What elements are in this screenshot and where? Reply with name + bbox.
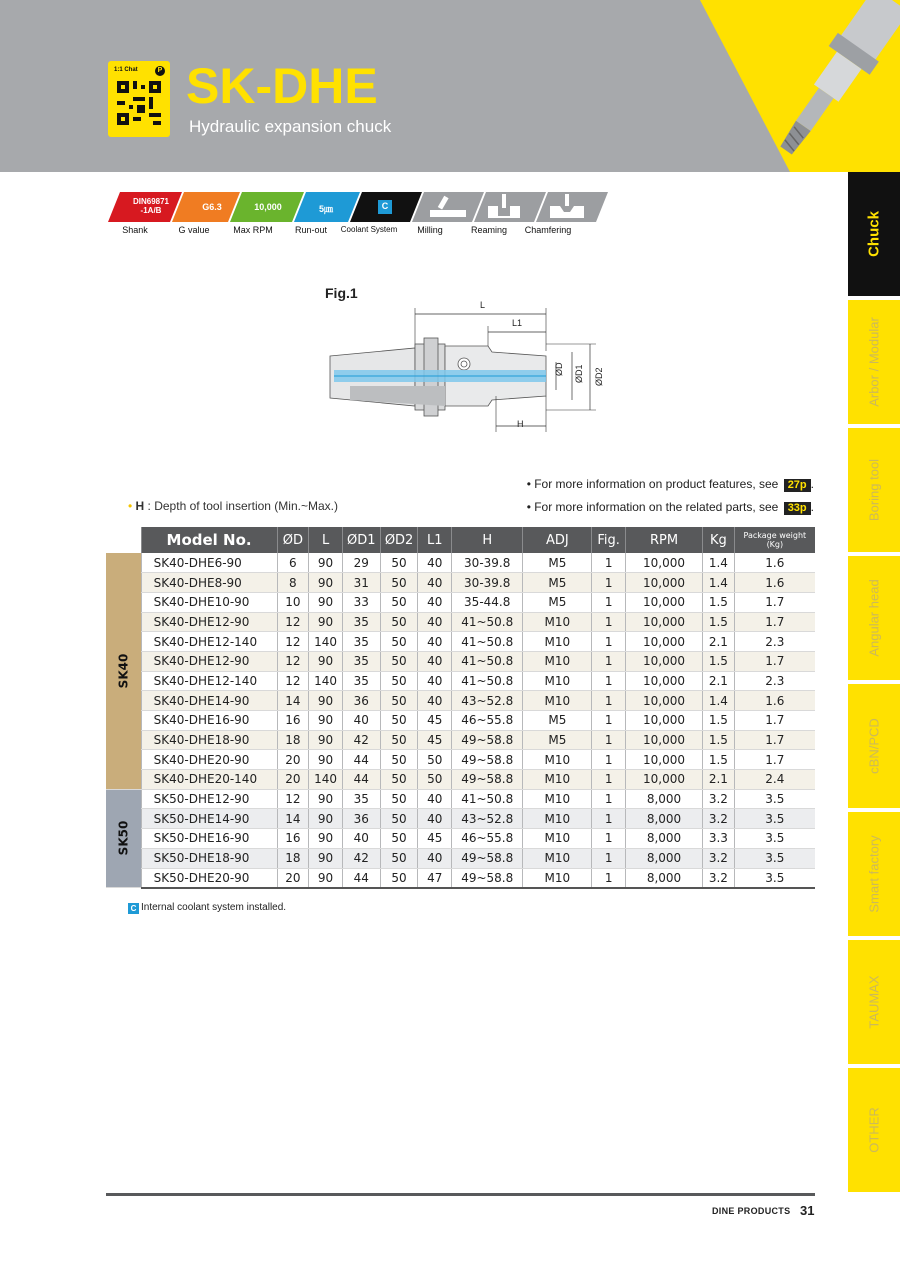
model-cell: SK40-DHE18-90	[141, 730, 277, 750]
table-cell: 8	[277, 573, 309, 593]
table-cell: 90	[309, 711, 343, 731]
table-row	[106, 573, 815, 593]
table-cell: 10	[277, 592, 309, 612]
table-row	[106, 789, 815, 809]
table-cell: M5	[523, 573, 592, 593]
table-cell: 49~58.8	[451, 750, 522, 770]
table-cell: 2.1	[703, 770, 735, 790]
table-row	[106, 651, 815, 671]
table-cell: 20	[277, 868, 309, 888]
table-cell: 31	[342, 573, 380, 593]
table-cell: M5	[523, 730, 592, 750]
header-adj: ADJ	[523, 527, 592, 553]
model-cell: SK50-DHE14-90	[141, 809, 277, 829]
figure-label: Fig.1	[325, 285, 358, 301]
table-cell: 50	[380, 809, 418, 829]
g-value-value: G6.3	[202, 202, 222, 212]
table-cell: 20	[277, 770, 309, 790]
table-cell: 1	[592, 789, 626, 809]
table-cell: 10,000	[625, 730, 702, 750]
table-cell: M10	[523, 829, 592, 849]
coolant-icon: C	[128, 903, 139, 914]
table-cell: 50	[380, 671, 418, 691]
table-cell: M10	[523, 848, 592, 868]
model-cell: SK40-DHE12-90	[141, 651, 277, 671]
table-cell: 90	[309, 789, 343, 809]
header-rpm: RPM	[625, 527, 702, 553]
header-model: Model No.	[141, 527, 277, 553]
table-cell: 1	[592, 612, 626, 632]
table-cell: M10	[523, 789, 592, 809]
table-cell: 2.3	[734, 671, 815, 691]
table-cell: 41~50.8	[451, 632, 522, 652]
related-note: • For more information on the related parts, see 33p .	[526, 500, 814, 514]
table-cell: M10	[523, 691, 592, 711]
table-cell: 40	[418, 592, 452, 612]
table-cell: 40	[418, 809, 452, 829]
table-cell: 10,000	[625, 711, 702, 731]
table-cell: 10,000	[625, 612, 702, 632]
dim-H: H	[517, 419, 524, 429]
table-cell: 50	[380, 592, 418, 612]
model-cell: SK40-DHE12-140	[141, 671, 277, 691]
tab-arbor-modular[interactable]: Arbor / Modular	[848, 300, 900, 424]
table-cell: M10	[523, 750, 592, 770]
tab-smart-factory[interactable]: Smart factory	[848, 812, 900, 936]
table-cell: 90	[309, 573, 343, 593]
dim-L1: L1	[512, 318, 523, 328]
table-cell: 50	[418, 750, 452, 770]
table-cell: 18	[277, 730, 309, 750]
table-cell: 1	[592, 809, 626, 829]
table-cell: 44	[342, 770, 380, 790]
max-rpm-caption: Max RPM	[233, 225, 273, 235]
table-cell: 43~52.8	[451, 809, 522, 829]
table-cell: 10,000	[625, 651, 702, 671]
table-cell: 3.5	[734, 848, 815, 868]
table-cell: 1.5	[703, 750, 735, 770]
table-cell: 50	[380, 829, 418, 849]
table-cell: 14	[277, 691, 309, 711]
page-header	[0, 0, 900, 172]
table-cell: 41~50.8	[451, 789, 522, 809]
table-cell: 50	[380, 651, 418, 671]
table-cell: 44	[342, 750, 380, 770]
table-cell: 90	[309, 809, 343, 829]
table-cell: 8,000	[625, 789, 702, 809]
header-d1: ØD1	[342, 527, 380, 553]
model-cell: SK40-DHE16-90	[141, 711, 277, 731]
table-cell: 14	[277, 809, 309, 829]
footer-divider	[106, 1193, 815, 1196]
table-cell: 50	[380, 789, 418, 809]
table-cell: 50	[380, 868, 418, 888]
table-cell: 42	[342, 848, 380, 868]
table-cell: 40	[418, 573, 452, 593]
table-cell: 1.4	[703, 553, 735, 573]
tab-boring-tool[interactable]: Boring tool	[848, 428, 900, 552]
qr-chat-box[interactable]	[108, 61, 170, 137]
tab-cbn-pcd[interactable]: cBN/PCD	[848, 684, 900, 808]
table-cell: 40	[418, 671, 452, 691]
table-cell: 8,000	[625, 848, 702, 868]
table-cell: 40	[418, 789, 452, 809]
table-cell: 1	[592, 651, 626, 671]
table-cell: 40	[342, 711, 380, 731]
table-cell: 10,000	[625, 691, 702, 711]
table-cell: 45	[418, 730, 452, 750]
header-h: H	[451, 527, 522, 553]
model-cell: SK40-DHE14-90	[141, 691, 277, 711]
table-cell: 140	[309, 632, 343, 652]
table-cell: 3.5	[734, 789, 815, 809]
table-cell: 1.6	[734, 691, 815, 711]
shank-caption: Shank	[122, 225, 148, 235]
table-cell: 50	[418, 770, 452, 790]
table-cell: 3.3	[703, 829, 735, 849]
table-cell: 8,000	[625, 809, 702, 829]
dim-D1: ØD1	[574, 364, 584, 383]
table-row	[106, 829, 815, 849]
table-row	[106, 671, 815, 691]
table-cell: 50	[380, 573, 418, 593]
table-cell: 16	[277, 829, 309, 849]
table-cell: 10,000	[625, 770, 702, 790]
header-fig: Fig.	[592, 527, 626, 553]
table-cell: 1.5	[703, 711, 735, 731]
reaming-caption: Reaming	[470, 225, 508, 235]
table-cell: M10	[523, 770, 592, 790]
table-cell: 3.2	[703, 868, 735, 888]
table-cell: 40	[418, 632, 452, 652]
qr-code-icon	[117, 81, 161, 125]
table-cell: 90	[309, 691, 343, 711]
table-cell: 50	[380, 691, 418, 711]
table-cell: 1	[592, 750, 626, 770]
table-cell: 49~58.8	[451, 730, 522, 750]
table-row	[106, 809, 815, 829]
table-cell: 1	[592, 868, 626, 888]
run-out-caption: Run-out	[294, 225, 328, 235]
model-cell: SK40-DHE20-140	[141, 770, 277, 790]
table-cell: 3.2	[703, 789, 735, 809]
header-d: ØD	[277, 527, 309, 553]
kakao-icon: P	[155, 66, 165, 76]
model-cell: SK40-DHE12-90	[141, 612, 277, 632]
table-cell: 30-39.8	[451, 573, 522, 593]
related-page-link[interactable]: 33p	[784, 502, 811, 515]
table-cell: 2.3	[734, 632, 815, 652]
table-cell: 3.2	[703, 848, 735, 868]
table-cell: 35	[342, 651, 380, 671]
tab-other[interactable]: OTHER	[848, 1068, 900, 1192]
table-cell: 1	[592, 671, 626, 691]
category-side-tabs	[848, 172, 900, 1273]
table-cell: 50	[380, 770, 418, 790]
table-cell: 1.7	[734, 750, 815, 770]
table-cell: 1	[592, 573, 626, 593]
table-cell: 1.7	[734, 730, 815, 750]
table-cell: 1.7	[734, 651, 815, 671]
table-cell: M10	[523, 612, 592, 632]
table-cell: 90	[309, 829, 343, 849]
h-note: • H : Depth of tool insertion (Min.~Max.)	[128, 499, 338, 513]
table-cell: 2.1	[703, 632, 735, 652]
table-cell: 40	[418, 553, 452, 573]
table-cell: 18	[277, 848, 309, 868]
g-value-caption: G value	[178, 225, 210, 235]
table-cell: 8,000	[625, 829, 702, 849]
table-cell: 41~50.8	[451, 612, 522, 632]
table-cell: 40	[418, 651, 452, 671]
table-cell: 49~58.8	[451, 848, 522, 868]
table-cell: 1	[592, 711, 626, 731]
footer-brand: DINE PRODUCTS	[712, 1206, 791, 1216]
table-cell: 50	[380, 750, 418, 770]
table-cell: 50	[380, 730, 418, 750]
table-cell: 1.5	[703, 651, 735, 671]
tab-angular-head[interactable]: Angular head	[848, 556, 900, 680]
table-cell: 10,000	[625, 553, 702, 573]
page-number: 31	[800, 1203, 815, 1218]
table-cell: 1	[592, 553, 626, 573]
table-row	[106, 592, 815, 612]
table-cell: 45	[418, 711, 452, 731]
model-cell: SK40-DHE8-90	[141, 573, 277, 593]
shank-value: DIN69871 -1A/B	[132, 197, 170, 215]
table-cell: 35	[342, 789, 380, 809]
table-cell: 90	[309, 592, 343, 612]
group-label-0: SK40	[106, 553, 141, 789]
table-cell: 47	[418, 868, 452, 888]
table-cell: 12	[277, 632, 309, 652]
group-label-1: SK50	[106, 789, 141, 887]
table-row	[106, 750, 815, 770]
table-cell: 41~50.8	[451, 671, 522, 691]
table-cell: 1.6	[734, 553, 815, 573]
table-cell: 2.4	[734, 770, 815, 790]
table-cell: 50	[380, 632, 418, 652]
table-cell: 2.1	[703, 671, 735, 691]
table-cell: 35-44.8	[451, 592, 522, 612]
header-l1: L1	[418, 527, 452, 553]
table-cell: 45	[418, 829, 452, 849]
table-row	[106, 711, 815, 731]
dim-D2: ØD2	[594, 367, 604, 386]
chamfering-caption: Chamfering	[524, 225, 572, 235]
header-package-weight: Package weight (Kg)	[734, 527, 815, 553]
table-cell: 90	[309, 651, 343, 671]
table-cell: 33	[342, 592, 380, 612]
table-cell: 36	[342, 691, 380, 711]
table-cell: 40	[418, 848, 452, 868]
features-page-link[interactable]: 27p	[784, 479, 811, 492]
table-cell: 40	[418, 612, 452, 632]
coolant-caption: Coolant System	[340, 225, 398, 234]
table-cell: 40	[342, 829, 380, 849]
table-row	[106, 848, 815, 868]
table-cell: 35	[342, 632, 380, 652]
table-cell: 10,000	[625, 632, 702, 652]
coolant-letter: C	[381, 201, 389, 211]
table-cell: 1.5	[703, 730, 735, 750]
table-cell: 30-39.8	[451, 553, 522, 573]
table-cell: 12	[277, 651, 309, 671]
milling-badge	[412, 192, 484, 222]
table-cell: 140	[309, 671, 343, 691]
table-cell: 8,000	[625, 868, 702, 888]
table-cell: M10	[523, 809, 592, 829]
table-cell: 44	[342, 868, 380, 888]
table-cell: 3.2	[703, 809, 735, 829]
model-cell: SK40-DHE6-90	[141, 553, 277, 573]
table-cell: 42	[342, 730, 380, 750]
table-cell: 50	[380, 711, 418, 731]
table-cell: 90	[309, 750, 343, 770]
model-cell: SK40-DHE20-90	[141, 750, 277, 770]
page-title: SK-DHE	[186, 58, 378, 114]
spec-table	[106, 527, 815, 889]
table-cell: 10,000	[625, 671, 702, 691]
table-cell: 1.6	[734, 573, 815, 593]
table-row	[106, 770, 815, 790]
table-cell: 12	[277, 612, 309, 632]
table-cell: 90	[309, 612, 343, 632]
table-cell: M5	[523, 592, 592, 612]
table-cell: 50	[380, 848, 418, 868]
table-cell: 1.7	[734, 612, 815, 632]
table-body	[106, 553, 815, 888]
table-cell: 1	[592, 829, 626, 849]
table-cell: 6	[277, 553, 309, 573]
tab-taumax[interactable]: TAUMAX	[848, 940, 900, 1064]
table-cell: M10	[523, 651, 592, 671]
table-cell: 10,000	[625, 573, 702, 593]
model-cell: SK50-DHE12-90	[141, 789, 277, 809]
table-cell: 1	[592, 848, 626, 868]
table-cell: M10	[523, 632, 592, 652]
table-cell: 35	[342, 671, 380, 691]
product-photo	[660, 0, 900, 172]
table-cell: M5	[523, 553, 592, 573]
header-kg: Kg	[703, 527, 735, 553]
table-cell: 90	[309, 848, 343, 868]
table-cell: 90	[309, 553, 343, 573]
table-cell: 49~58.8	[451, 868, 522, 888]
features-note: • For more information on product features, see 27p .	[526, 477, 814, 491]
table-cell: 1	[592, 730, 626, 750]
table-cell: 12	[277, 789, 309, 809]
run-out-value: 5㎛	[318, 204, 333, 214]
table-cell: 3.5	[734, 809, 815, 829]
tab-chuck[interactable]: Chuck	[848, 172, 900, 296]
table-row	[106, 612, 815, 632]
spec-badges	[108, 192, 608, 222]
dim-L: L	[480, 300, 486, 310]
model-cell: SK50-DHE16-90	[141, 829, 277, 849]
table-cell: 10,000	[625, 592, 702, 612]
table-cell: 1.4	[703, 691, 735, 711]
table-cell: 50	[380, 612, 418, 632]
table-row	[106, 868, 815, 888]
page-subtitle: Hydraulic expansion chuck	[189, 117, 392, 136]
table-row	[106, 730, 815, 750]
table-cell: 1	[592, 592, 626, 612]
table-cell: 35	[342, 612, 380, 632]
coolant-footnote: C Internal coolant system installed.	[128, 902, 286, 914]
table-header-row	[106, 527, 815, 553]
table-cell: 90	[309, 730, 343, 750]
table-cell: 16	[277, 711, 309, 731]
table-cell: 36	[342, 809, 380, 829]
table-cell: 1	[592, 770, 626, 790]
table-cell: 90	[309, 868, 343, 888]
table-cell: M10	[523, 868, 592, 888]
table-cell: 1.4	[703, 573, 735, 593]
model-cell: SK50-DHE18-90	[141, 848, 277, 868]
group-header-blank	[106, 527, 141, 553]
table-cell: 46~55.8	[451, 829, 522, 849]
milling-caption: Milling	[417, 225, 443, 235]
spec-icon-bar	[108, 192, 608, 240]
header-l: L	[309, 527, 343, 553]
table-row	[106, 632, 815, 652]
table-cell: M10	[523, 671, 592, 691]
model-cell: SK40-DHE12-140	[141, 632, 277, 652]
table-cell: 20	[277, 750, 309, 770]
table-cell: 12	[277, 671, 309, 691]
table-cell: 1.7	[734, 592, 815, 612]
qr-chat-label: 1:1 Chat	[114, 67, 138, 73]
table-cell: 46~55.8	[451, 711, 522, 731]
table-cell: 3.5	[734, 868, 815, 888]
header-d2: ØD2	[380, 527, 418, 553]
table-cell: 1.5	[703, 612, 735, 632]
table-cell: 40	[418, 691, 452, 711]
table-cell: 3.5	[734, 829, 815, 849]
table-cell: 43~52.8	[451, 691, 522, 711]
max-rpm-value: 10,000	[254, 202, 282, 212]
model-cell: SK40-DHE10-90	[141, 592, 277, 612]
table-row	[106, 691, 815, 711]
table-cell: 140	[309, 770, 343, 790]
table-cell: 10,000	[625, 750, 702, 770]
model-cell: SK50-DHE20-90	[141, 868, 277, 888]
table-row	[106, 553, 815, 573]
table-cell: 1	[592, 691, 626, 711]
table-cell: M5	[523, 711, 592, 731]
dim-D: ØD	[554, 362, 564, 376]
table-cell: 49~58.8	[451, 770, 522, 790]
table-cell: 1	[592, 632, 626, 652]
table-cell: 1.7	[734, 711, 815, 731]
table-cell: 41~50.8	[451, 651, 522, 671]
table-cell: 1.5	[703, 592, 735, 612]
table-cell: 29	[342, 553, 380, 573]
table-cell: 50	[380, 553, 418, 573]
